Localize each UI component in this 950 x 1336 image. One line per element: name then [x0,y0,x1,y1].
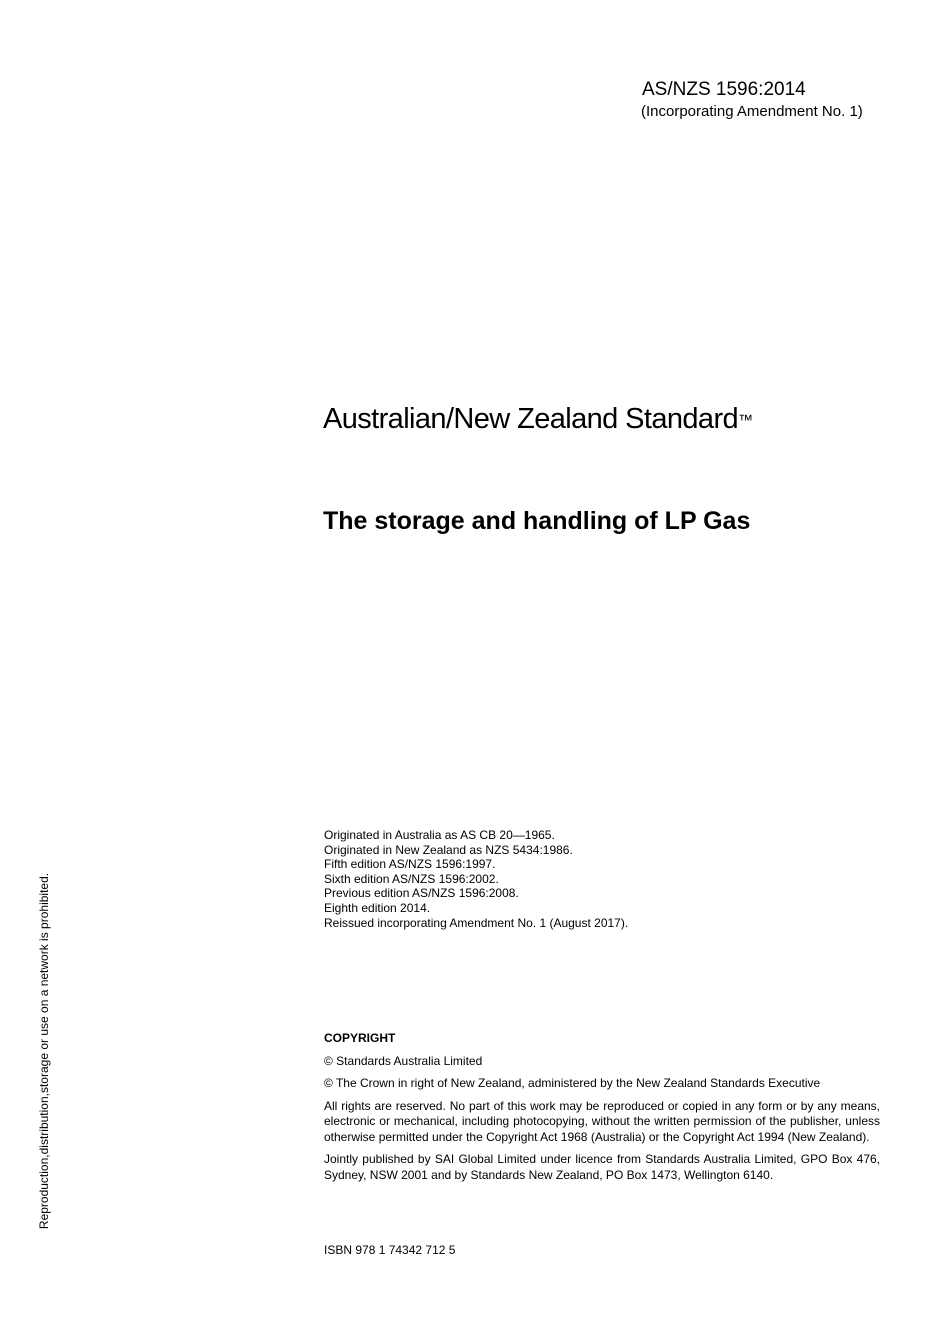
amendment-note: (Incorporating Amendment No. 1) [641,103,863,120]
standard-number: AS/NZS 1596:2014 [642,79,806,100]
copyright-standards-australia: © Standards Australia Limited [324,1053,483,1068]
history-line: Fifth edition AS/NZS 1596:1997. [324,857,496,872]
copyright-heading: COPYRIGHT [324,1031,396,1045]
document-title: The storage and handling of LP Gas [323,507,751,535]
history-line: Originated in New Zealand as NZS 5434:1986. [324,842,573,857]
history-line: Reissued incorporating Amendment No. 1 (August 2017). [324,915,629,930]
standard-type-heading [323,401,753,437]
trademark-symbol: ™ [738,412,754,429]
copyright-crown-nz: © The Crown in right of New Zealand, administered by the New Zealand Standards Executive [324,1076,821,1090]
edition-history [324,828,628,930]
rights-statement: All rights are reserved. No part of this work may be reproduced or copied in any form or by any means, electronic or mechanical, including photocopying, without the written permission of the publisher, unless otherwise permitted under the Copyright Act 1968 (Australia) or the Copyright Act 1994 (New Zealand). [324,1098,880,1144]
publisher-statement: Jointly published by SAI Global Limited under licence from Standards Australia Limited, GPO Box 476, Sydney, NSW 2001 and by Standards New Zealand, PO Box 1473, Wellington 6140. [324,1152,880,1182]
history-line: Sixth edition AS/NZS 1596:2002. [324,871,499,886]
side-copyright-notice: Reproduction,distribution,storage or use on a network is prohibited. [37,872,51,1230]
history-line: Previous edition AS/NZS 1596:2008. [324,886,519,901]
isbn: ISBN 978 1 74342 712 5 [324,1243,456,1257]
history-line: Originated in Australia as AS CB 20—1965. [324,828,555,842]
copyright-section [324,1031,880,1190]
standard-type-text: Australian/New Zealand Standard [323,403,739,435]
history-line: Eighth edition 2014. [324,900,431,915]
